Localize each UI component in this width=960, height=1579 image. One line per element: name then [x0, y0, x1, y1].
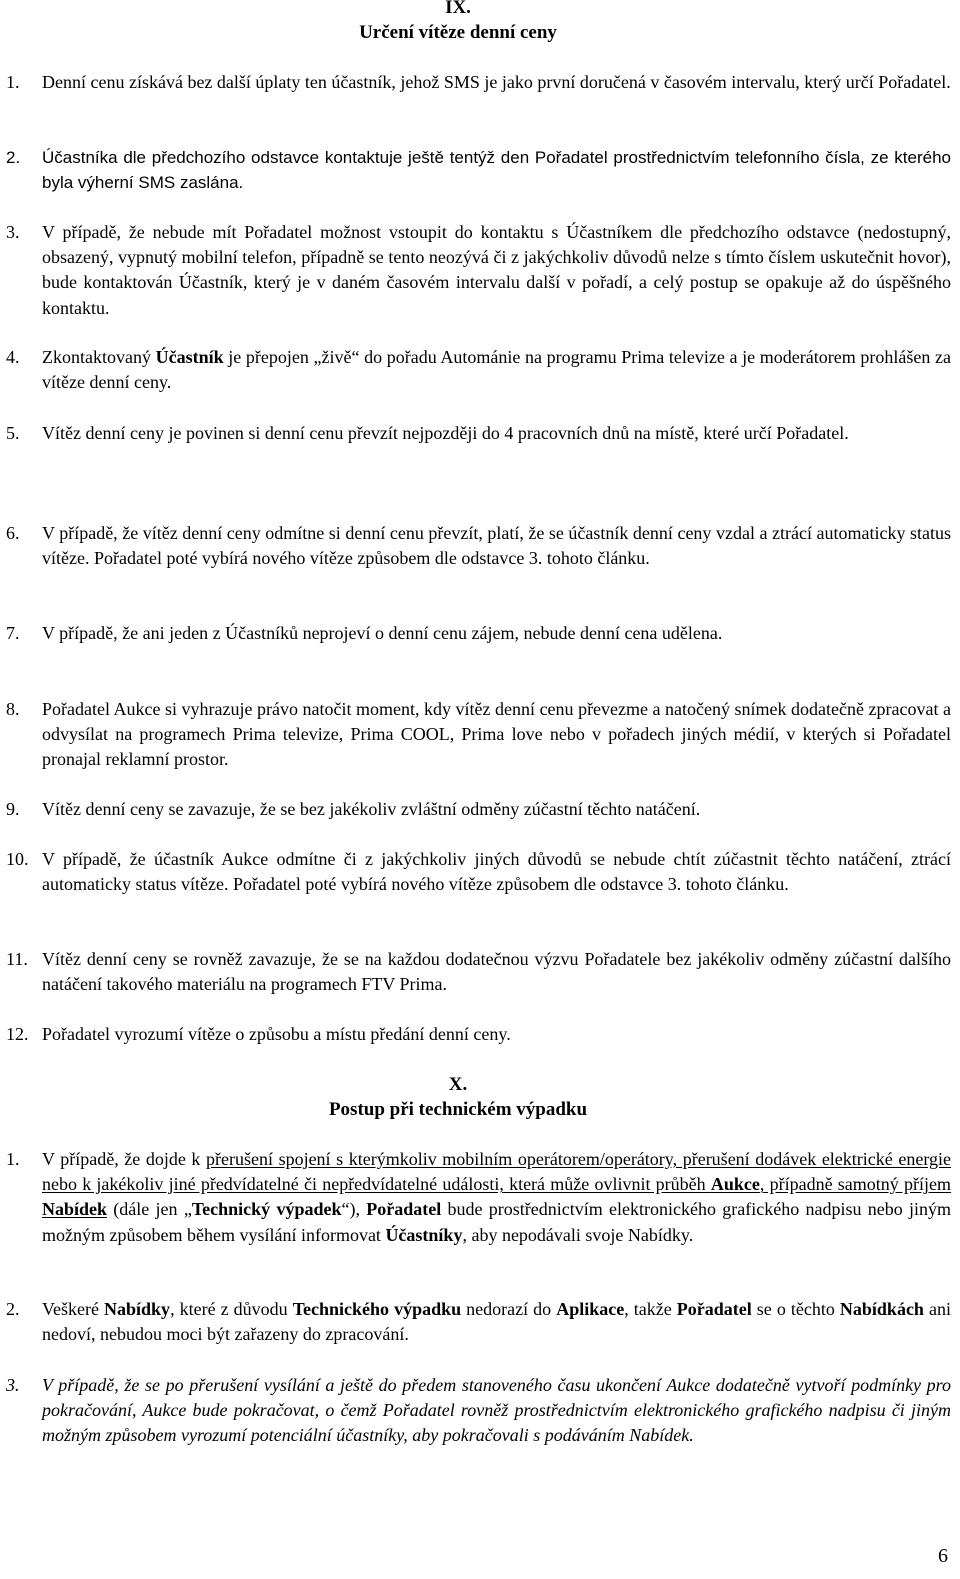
x-item-3 — [6, 1373, 951, 1449]
item-text: Vítěz denní ceny se zavazuje, že se bez jakékoliv zvláštní odměny zúčastní těchto natáčení. — [42, 799, 701, 819]
item-text-pre: Zkontaktovaný — [42, 347, 156, 367]
ix-item-1 — [6, 70, 951, 95]
ix-item-8 — [6, 697, 951, 773]
item-number: 4. — [6, 347, 20, 367]
bold-participants: Účastníky — [385, 1224, 463, 1245]
page-number: 6 — [938, 1545, 948, 1567]
item-text — [42, 1147, 951, 1248]
underlined-text: , případně samotný příjem — [759, 1174, 951, 1195]
text-part: nedorazí do — [461, 1299, 557, 1319]
x-item-1 — [6, 1147, 951, 1248]
item-text-post: je přepojen „živě“ do pořadu Autománie na programu Prima televize a je moderátorem prohlášen za vítěze denní ceny. — [42, 347, 951, 393]
participant-bold: Účastník — [155, 347, 224, 367]
bold-technical-outage: Technického výpadku — [292, 1299, 462, 1319]
item-text — [42, 1297, 951, 1347]
item-number: 9. — [6, 799, 20, 819]
bold-organizer: Pořadatel — [676, 1299, 752, 1319]
text-part: bude prostřednictvím elektronického grafického nadpisu nebo jiným možným způsobem během vysílání informovat — [42, 1199, 951, 1245]
item-number: 1. — [6, 1149, 20, 1169]
text-part: , aby nepodávali svoje Nabídky. — [462, 1224, 694, 1245]
bold-bids-locative: Nabídkách — [839, 1299, 924, 1319]
bold-technical-outage: Technický výpadek — [191, 1199, 342, 1220]
item-text: Pořadatel vyrozumí vítěze o způsobu a místu předání denní ceny. — [42, 1024, 511, 1044]
item-number: 7. — [6, 623, 20, 643]
item-text: Vítěz denní ceny je povinen si denní cenu převzít nejpozději do 4 pracovních dnů na místě, které určí Pořadatel. — [42, 423, 849, 443]
item-number: 1. — [6, 72, 20, 92]
item-number: 3. — [6, 222, 20, 242]
item-text: Denní cenu získává bez další úplaty ten účastník, jehož SMS je jako první doručená v časovém intervalu, který určí Pořadatel. — [42, 72, 951, 92]
ix-item-3 — [6, 220, 951, 321]
item-number: 11. — [6, 949, 28, 969]
item-number: 12. — [6, 1024, 29, 1044]
section-x-number: X. — [448, 1074, 468, 1095]
bold-organizer: Pořadatel — [366, 1199, 442, 1220]
section-ix-title: Určení vítěze denní ceny — [359, 22, 557, 43]
x-item-2 — [6, 1297, 951, 1347]
ix-item-6 — [6, 521, 951, 571]
item-number: 3. — [6, 1375, 20, 1395]
ix-item-11 — [6, 947, 951, 997]
section-ix-number: IX. — [445, 0, 471, 18]
item-number: 5. — [6, 423, 20, 443]
ix-item-10 — [6, 847, 951, 897]
text-part: V případě, že dojde k — [42, 1149, 207, 1169]
text-part: “), — [341, 1199, 367, 1220]
item-text: Účastníka dle předchozího odstavce kontaktuje ještě tentýž den Pořadatel prostřednictvím telefonního čísla, ze kterého byla výherní SMS zaslána. — [42, 148, 951, 193]
item-text: V případě, že nebude mít Pořadatel možnost vstoupit do kontaktu s Účastníkem dle předchozího odstavce (nedostupný, obsazený, vypnutý mobilní telefon, případně se tento neozývá či z jakýchkoliv důvodů nelze s tímto číslem uskutečnit hovor), bude kontaktován Účastník, který je v daném časovém intervalu další v pořadí, a celý postup se opakuje až do úspěšného kontaktu. — [42, 222, 951, 318]
item-text: V případě, že vítěz denní ceny odmítne si denní cenu převzít, platí, že se účastník denní ceny vzdal a ztrácí automaticky status vítěze. Pořadatel poté vybírá nového vítěze způsobem dle odstavce 3. tohoto článku. — [42, 523, 951, 569]
bold-bids: Nabídky — [104, 1299, 171, 1319]
ix-item-7 — [6, 621, 951, 646]
text-part: (dále jen „ — [107, 1199, 192, 1220]
ix-item-12 — [6, 1022, 951, 1047]
text-part: Veškeré — [42, 1299, 105, 1319]
text-part: ani nedoví, nebudou moci být zařazeny do zpracování. — [42, 1299, 951, 1345]
item-text: V případě, že účastník Aukce odmítne či z jakýchkoliv jiných důvodů se nebude chtít zúčastnit těchto natáčení, ztrácí automaticky status vítěze. Pořadatel poté vybírá nového vítěze způsobem dle odstavce 3. tohoto článku. — [42, 849, 951, 895]
item-text: Vítěz denní ceny se rovněž zavazuje, že se na každou dodatečnou výzvu Pořadatele bez jakékoliv odměny zúčastní dalšího natáčení takového materiálu na programech FTV Prima. — [42, 949, 951, 995]
ix-item-5 — [6, 421, 951, 446]
ix-item-2 — [6, 145, 951, 195]
ix-item-4 — [6, 345, 951, 395]
text-part: se o těchto — [751, 1299, 840, 1319]
underlined-bold-bids: Nabídek — [42, 1199, 108, 1220]
item-text: V případě, že se po přerušení vysílání a ještě do předem stanoveného času ukončení Aukce dodatečně vytvoří podmínky pro pokračování, Aukce bude pokračovat, o čemž Pořadatel rovněž prostřednictvím elektronického grafického nadpisu či jiným možným způsobem vyrozumí potenciální účastníky, aby pokračovali s podáváním Nabídek. — [42, 1375, 951, 1446]
item-number: 8. — [6, 699, 20, 719]
item-text: V případě, že ani jeden z Účastníků neprojeví o denní cenu zájem, nebude denní cena udělena. — [42, 623, 723, 643]
item-text: Pořadatel Aukce si vyhrazuje právo natočit moment, kdy vítěz denní cenu převezme a natočený snímek dodatečně zpracovat a odvysílat na programech Prima televize, Prima COOL, Prima love nebo v pořadech jiných médií, v kterých si Pořadatel pronajal reklamní prostor. — [42, 699, 951, 770]
bold-application: Aplikace — [556, 1299, 625, 1319]
item-text — [42, 345, 951, 395]
item-number: 6. — [6, 523, 20, 543]
underlined-bold-auction: Aukce — [710, 1174, 760, 1195]
underlined-text: přerušení spojení s kterýmkoliv mobilním operátorem/operátory, přerušení dodávek elektrické energie nebo k jakékoliv jiné předvídatelné či nepředvídatelné události, která může ovlivnit průběh — [42, 1149, 951, 1195]
item-number: 2. — [6, 148, 21, 167]
text-part: , které z důvodu — [170, 1299, 293, 1319]
item-number: 2. — [6, 1299, 20, 1319]
item-number: 10. — [6, 849, 29, 869]
ix-item-9 — [6, 797, 951, 822]
section-x-title: Postup při technickém výpadku — [328, 1099, 588, 1120]
text-part: , takže — [624, 1299, 677, 1319]
